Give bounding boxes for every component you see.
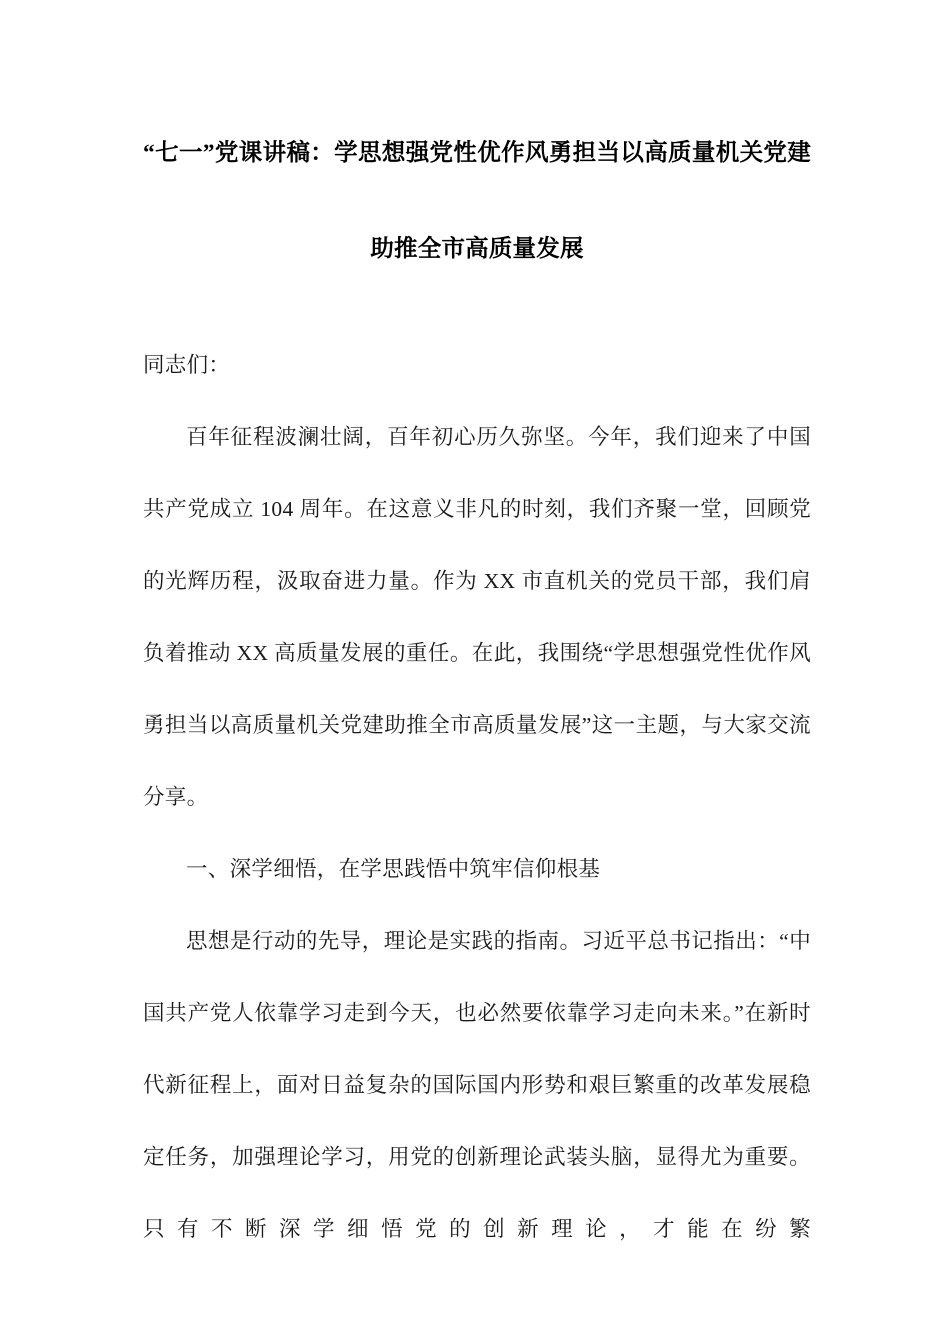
salutation: 同志们： (143, 353, 231, 377)
section-heading-one: 一、深学细悟，在学思践悟中筑牢信仰根基 (186, 857, 601, 881)
opening-paragraph: 百年征程波澜壮阔，百年初心历久弥坚。今年，我们迎来了中国共产党成立 104 周年。在这意义非凡的时刻，我们齐聚一堂，回顾党的光辉历程，汲取奋进力量。作为 XX 市直机关的党员干部，我们肩负着推动 XX 高质量发展的重任。在此，我围绕“学思想强党性优作风勇担当以高质量机关党建助推全市高质量发展”这一主题，与大家交流分享。 (143, 425, 811, 809)
document-title-line-2: 助推全市高质量发展 (370, 236, 584, 262)
document-body (143, 0, 811, 1265)
document-title-line-1: “七一”党课讲稿：学思想强党性优作风勇担当以高质量机关党建 (143, 140, 811, 166)
section-one-paragraph-one: 思想是行动的先导，理论是实践的指南。习近平总书记指出：“中国共产党人依靠学习走到今天，也必然要依靠学习走向未来。”在新时代新征程上，面对日益复杂的国际国内形势和艰巨繁重的改革发展稳定任务，加强理论学习，用党的创新理论武装头脑，显得尤为重要。只有不断深学细悟党的创新理论，才能在纷繁 (143, 929, 811, 1241)
document-title (143, 117, 811, 285)
